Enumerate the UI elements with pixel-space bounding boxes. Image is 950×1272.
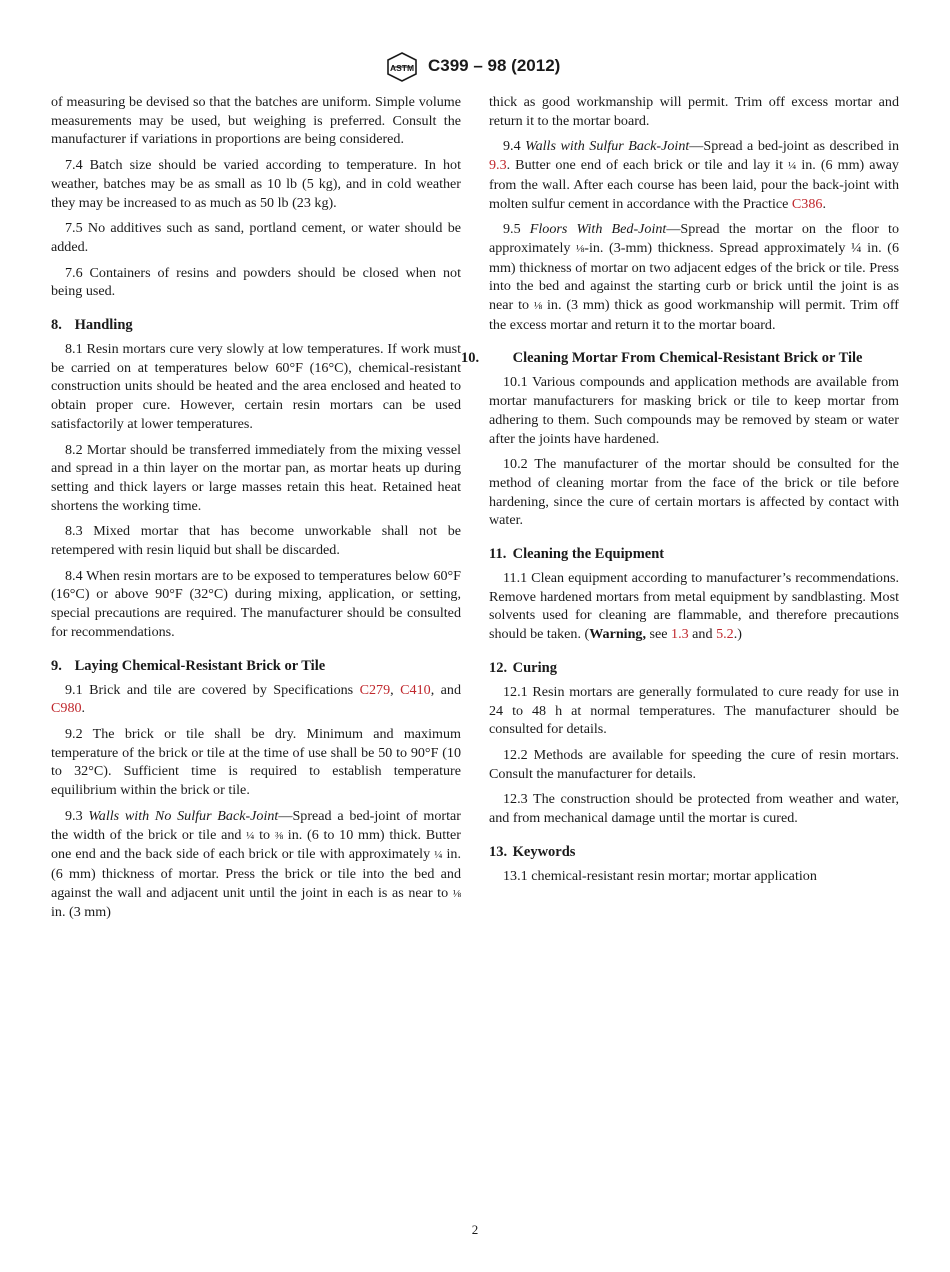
warning-label: Warning, <box>589 626 646 643</box>
logo-text: ASTM <box>389 63 415 73</box>
section-13-number: 13. <box>489 843 508 860</box>
paragraph-9-3-title: Walls with No Sulfur Back-Joint <box>88 807 279 824</box>
paragraph-10-1: 10.1 Various compounds and application methods are available from mortar manufacturers for masking brick or tile to keep mortar from adhering to them. Such compounds may be removed by steam or water after the joints have hardened. <box>489 374 899 447</box>
document-designation: C399 – 98 (2012) <box>428 56 561 75</box>
paragraph-9-3: 9.3 Walls with No Sulfur Back-Joint—Spread a bed-joint of mortar the width of the brick or tile and ¼ to ⅜ in. (6 to 10 mm) thick. Butter one end and the back side of each brick or tile with approximately ¼ in. (6 mm) thickness of mortar. Press the brick or tile into the bed and against the wall and adjacent unit until the joint in each is as near to ⅛ in. (3 mm) <box>51 807 461 921</box>
paragraph-9-5-title: Floors With Bed-Joint <box>529 221 667 238</box>
paragraph-9-4: 9.4 Walls with Sulfur Back-Joint—Spread a bed-joint as described in 9.3. Butter one end of each brick or tile and lay it ¼ in. (6 mm) away from the wall. After each course has been laid, pour the back-joint with molten sulfur cement in accordance with the Practice C386. <box>489 138 899 212</box>
link-9-3[interactable]: 9.3 <box>489 157 507 174</box>
page-header <box>0 50 950 86</box>
paragraph-9-3-continued: thick as good workmanship will permit. Trim off excess mortar and return it to the mortar board. <box>489 94 899 129</box>
section-10-heading <box>461 349 899 368</box>
left-column <box>51 93 461 929</box>
link-c279[interactable]: C279 <box>359 681 391 698</box>
section-11-number: 11. <box>489 546 507 563</box>
section-9-heading <box>51 657 461 676</box>
paragraph-7-5: 7.5 No additives such as sand, portland cement, or water should be added. <box>51 220 461 255</box>
paragraph-12-3: 12.3 The construction should be protected from weather and water, and from mechanical damage until the mortar is cured. <box>489 791 899 827</box>
paragraph-10-2: 10.2 The manufacturer of the mortar should be consulted for the method of cleaning mortar from the face of the brick or tile before hardening, since the cure of certain mortars is affected by contact with water. <box>489 456 899 529</box>
section-8-title: Handling <box>74 317 133 334</box>
astm-logo-icon <box>384 52 420 82</box>
paragraph-12-2: 12.2 Methods are available for speeding the cure of resin mortars. Consult the manufacturer for details. <box>489 746 899 782</box>
paragraph-11-1: 11.1 Clean equipment according to manufacturer’s recommendations. Remove hardened mortars from metal equipment by sandblasting. Most solvents used for cleaning are flammable, and therefore precautions should be taken. (Warning, see 1.3 and 5.2.) <box>489 570 899 643</box>
paragraph-13-1: 13.1 chemical-resistant resin mortar; mortar application <box>503 867 817 884</box>
link-1-3[interactable]: 1.3 <box>671 626 689 643</box>
paragraph-9-5: 9.5 Floors With Bed-Joint—Spread the mortar on the floor to approximately ⅛-in. (3-mm) thickness. Spread approximately ¼ in. (6 mm) thickness of mortar on two adjacent edges of the brick or tile. Press into the bed and against the starting curb or brick until the joint is as near to ⅛ in. (3 mm) thick as good workmanship will permit. Trim off the excess mortar and return it to the mortar board. <box>489 221 899 333</box>
paragraph-9-1: 9.1 Brick and tile are covered by Specifications C279, C410, and C980. <box>51 681 462 717</box>
section-8-number: 8. <box>51 317 62 334</box>
paragraph-9-2: 9.2 The brick or tile shall be dry. Minimum and maximum temperature of the brick or tile at the time of use shall be 50 to 90°F (10 to 32°C). Sufficient time is required to establish temperature equilibrium within the brick or tile. <box>51 725 461 799</box>
paragraph-8-3: 8.3 Mixed mortar that has become unworkable shall not be retempered with resin liquid but shall be discarded. <box>51 523 461 559</box>
link-c386[interactable]: C386 <box>791 195 823 212</box>
link-5-2[interactable]: 5.2 <box>716 626 734 643</box>
paragraph-8-2: 8.2 Mortar should be transferred immediately from the mixing vessel and spread in a thin layer on the mortar pan, as mortar heats up during setting and thick layers or large masses retain this heat. Retained heat shortens the working time. <box>51 441 461 514</box>
section-12-heading <box>489 659 899 678</box>
section-9-title: Laying Chemical-Resistant Brick or Tile <box>74 657 326 674</box>
link-c410[interactable]: C410 <box>400 681 431 698</box>
paragraph-12-1: 12.1 Resin mortars are generally formulated to cure ready for use in 24 to 48 h at normal temperatures. The manufacturer should be consulted for details. <box>489 683 899 738</box>
section-11-title: Cleaning the Equipment <box>512 546 665 563</box>
section-12-title: Curing <box>512 659 557 676</box>
section-10-title: Cleaning Mortar From Chemical-Resistant Brick or Tile <box>512 350 863 367</box>
paragraph-7-4: 7.4 Batch size should be varied according to temperature. In hot weather, batches may be as small as 10 lb (5 kg), and in cold weather they may be increased to as much as 50 lb (23 kg). <box>51 157 461 211</box>
section-11-heading <box>489 545 899 564</box>
page-number: 2 <box>471 1222 479 1237</box>
section-13-title: Keywords <box>512 843 576 860</box>
section-8-heading <box>51 316 461 335</box>
link-c980[interactable]: C980 <box>51 700 82 717</box>
paragraph-7-3-continued: of measuring be devised so that the batches are uniform. Simple volume measurements may be used, but weighing is preferred. Consult the manufacturer if variations in proportions are being considered. <box>51 94 461 148</box>
section-13-heading <box>489 843 899 862</box>
section-12-number: 12. <box>489 659 508 676</box>
paragraph-8-4: 8.4 When resin mortars are to be exposed to temperatures below 60°F (16°C) or above 90°F (32°C) during mixing, application, or setting, special precautions are required. The manufacturer should be consulted for recommendations. <box>51 567 461 640</box>
right-column <box>461 93 899 893</box>
section-10-number: 10. <box>461 350 480 367</box>
paragraph-7-6: 7.6 Containers of resins and powders should be closed when not being used. <box>51 264 461 300</box>
paragraph-8-1: 8.1 Resin mortars cure very slowly at low temperatures. If work must be carried on at temperatures below 60°F (16°C), chemical-resistant construction units should be heated and the area enclosed and heated to obtain proper cure. However, certain resin mortars can be used satisfactorily at lower temperatures. <box>51 341 461 432</box>
section-9-number: 9. <box>51 657 62 674</box>
paragraph-9-4-title: Walls with Sulfur Back-Joint <box>525 138 690 155</box>
